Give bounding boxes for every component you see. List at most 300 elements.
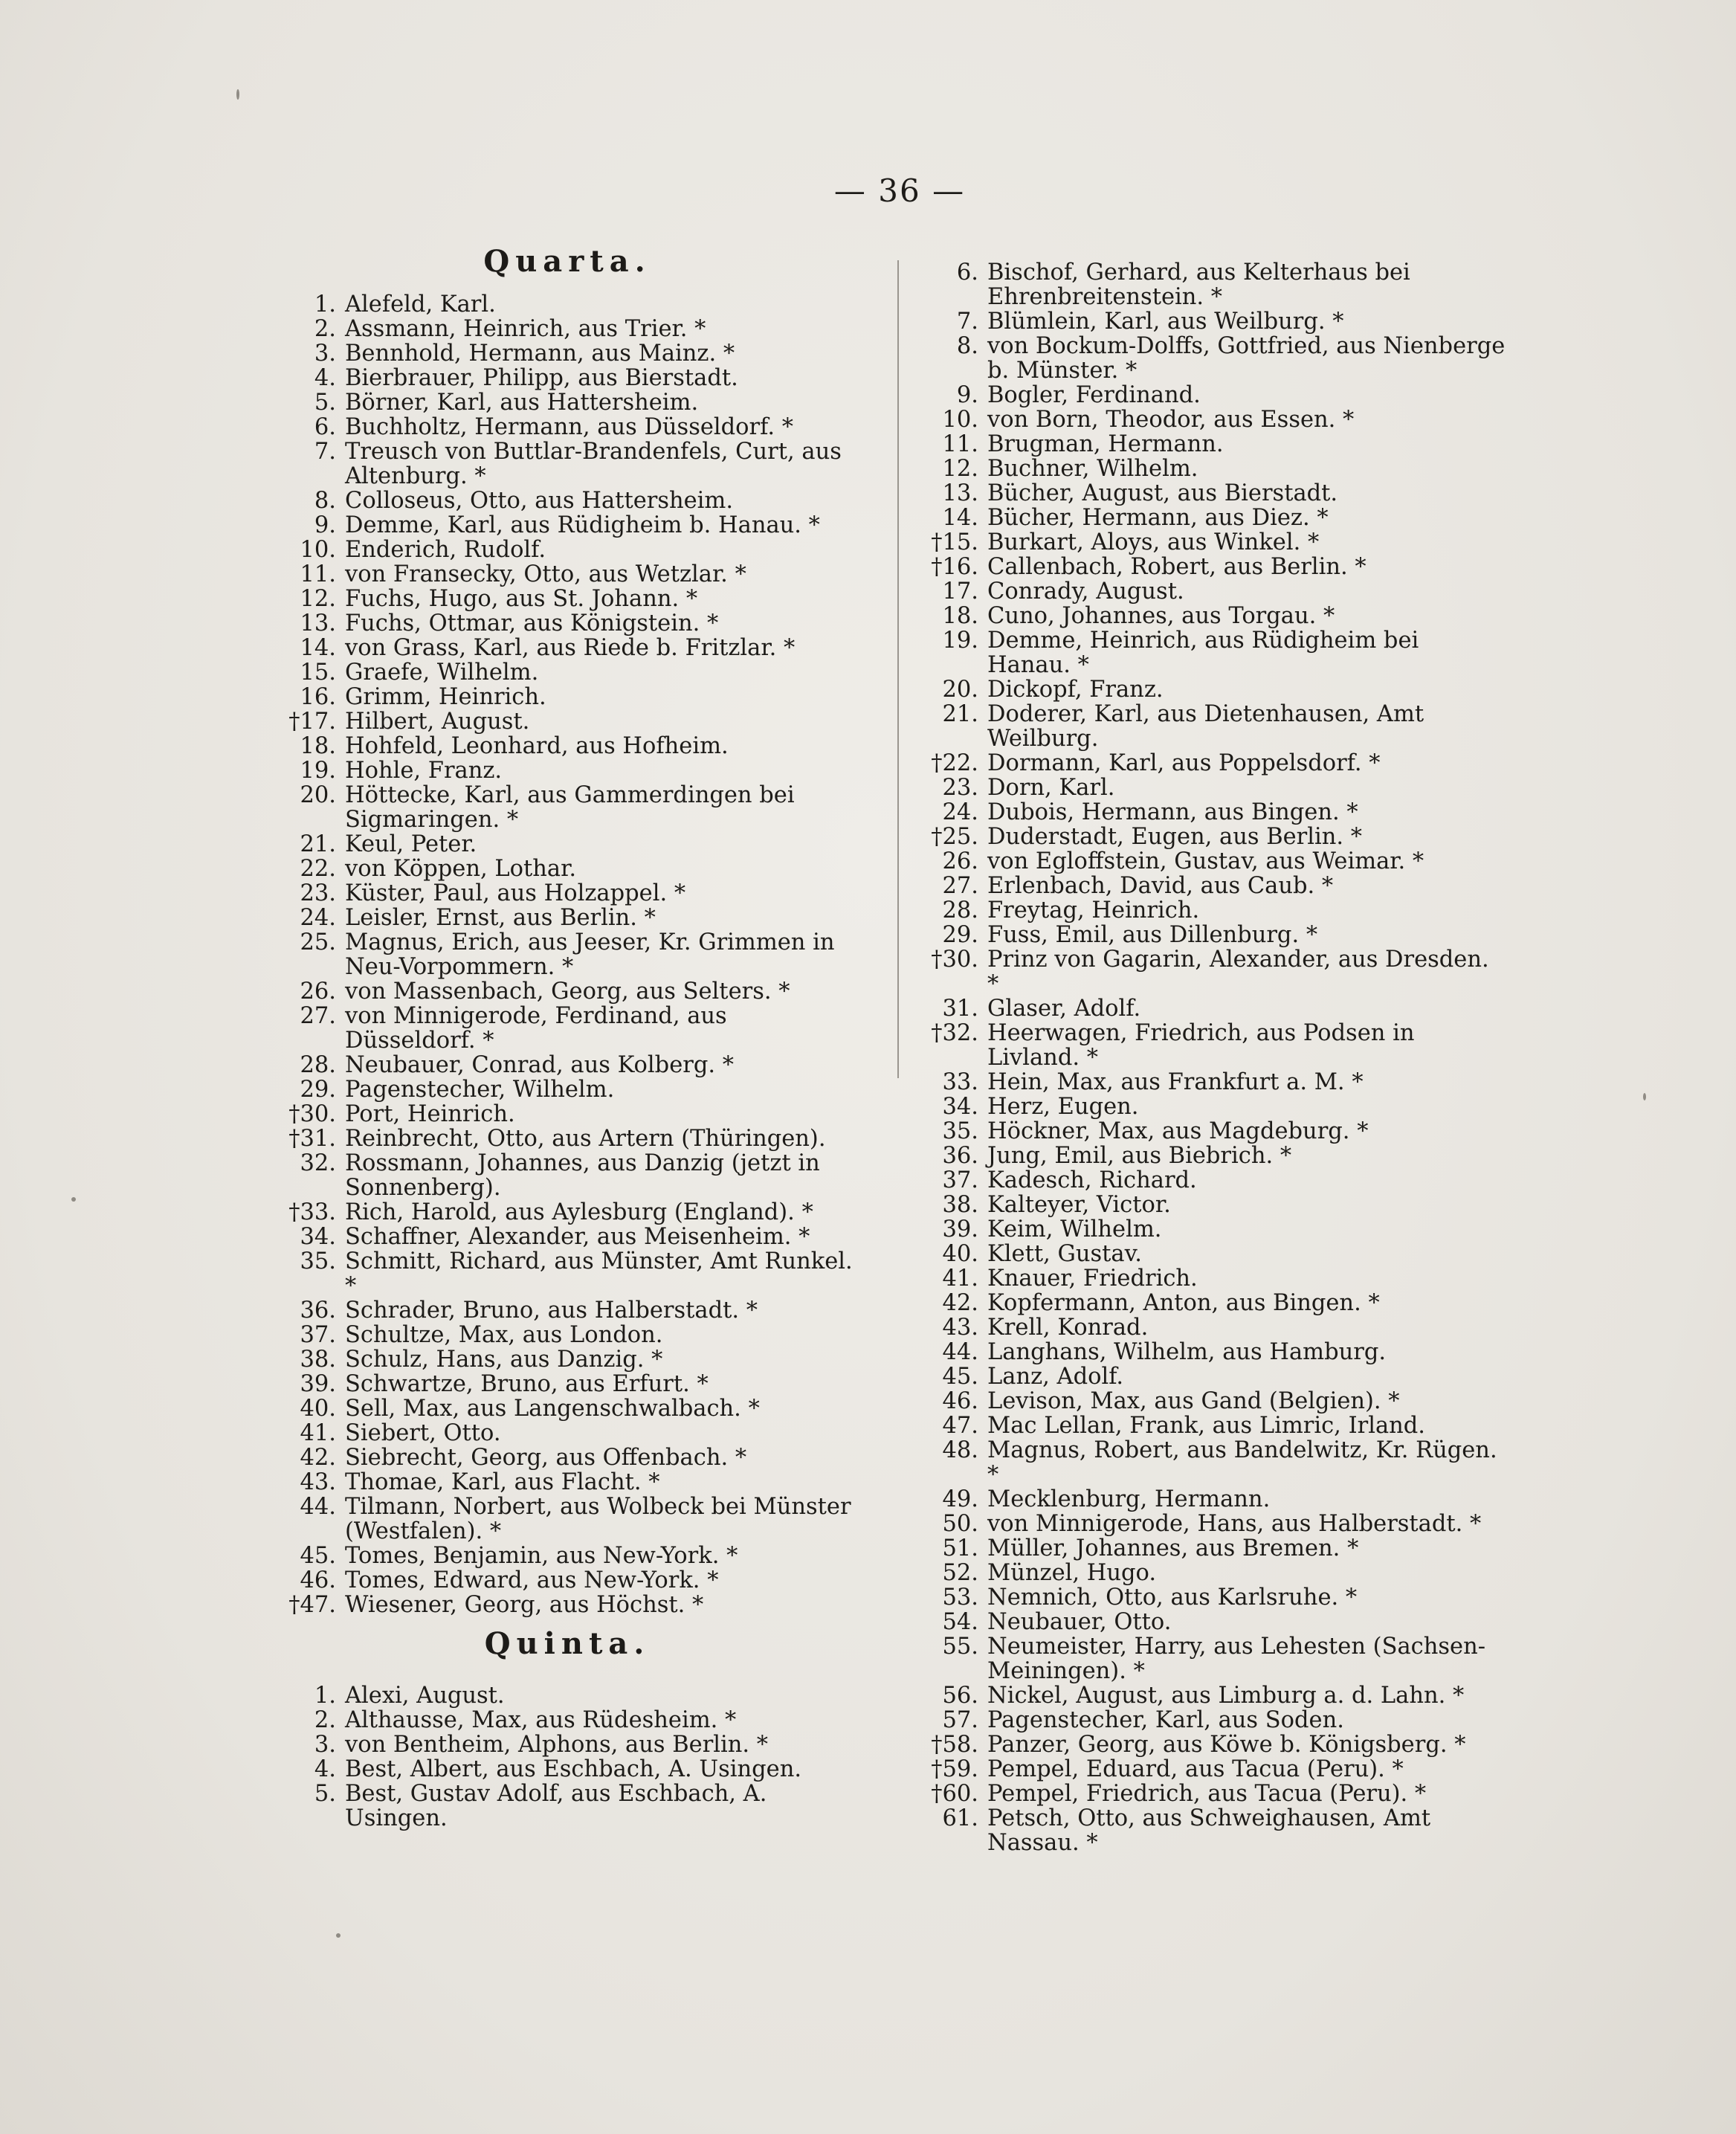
column-divider bbox=[897, 260, 899, 1078]
list-item bbox=[919, 1070, 1506, 1095]
list-item bbox=[281, 1077, 854, 1102]
entry-number: 10. bbox=[300, 537, 336, 563]
entry-text: Schrader, Bruno, aus Halberstadt. * bbox=[345, 1298, 758, 1324]
entry-number: 21. bbox=[942, 701, 978, 727]
entry-number: 4. bbox=[314, 1756, 336, 1782]
list-item bbox=[281, 979, 854, 1004]
entry-text: Neubauer, Conrad, aus Kolberg. * bbox=[345, 1052, 734, 1078]
entry-number: 13. bbox=[942, 480, 978, 506]
list-item bbox=[919, 1364, 1506, 1389]
entry-text: Demme, Heinrich, aus Rüdigheim bei Hanau. * bbox=[987, 628, 1419, 678]
entry-number: 21. bbox=[300, 831, 336, 857]
entry-text: Schulz, Hans, aus Danzig. * bbox=[345, 1347, 663, 1373]
entry-text: von Minnigerode, Ferdinand, aus Düsseldorf. * bbox=[345, 1003, 727, 1054]
entry-text: Knauer, Friedrich. bbox=[987, 1266, 1198, 1292]
list-item bbox=[919, 1782, 1506, 1806]
entry-text: Höckner, Max, aus Magdeburg. * bbox=[987, 1118, 1369, 1144]
entry-number: 46. bbox=[300, 1567, 336, 1593]
list-item bbox=[919, 898, 1506, 923]
list-item bbox=[919, 1389, 1506, 1413]
entry-text: Colloseus, Otto, aus Hattersheim. bbox=[345, 488, 734, 514]
entry-text: Rossmann, Johannes, aus Danzig (jetzt in Sonnenberg). bbox=[345, 1150, 820, 1201]
list-item bbox=[919, 628, 1506, 677]
entry-number: 44. bbox=[300, 1494, 336, 1520]
list-item bbox=[919, 530, 1506, 555]
list-item bbox=[919, 1193, 1506, 1217]
entry-number: 37. bbox=[300, 1322, 336, 1348]
entry-text: Bücher, Hermann, aus Diez. * bbox=[987, 505, 1329, 531]
entry-text: Hilbert, August. bbox=[345, 709, 530, 735]
entry-text: Kadesch, Richard. bbox=[987, 1167, 1197, 1193]
list-item bbox=[919, 1512, 1506, 1536]
list-item bbox=[281, 1298, 854, 1323]
list-item bbox=[919, 923, 1506, 947]
entry-number: 57. bbox=[942, 1707, 978, 1733]
entry-number: 44. bbox=[942, 1339, 978, 1365]
list-item bbox=[281, 1708, 854, 1732]
list-item bbox=[919, 825, 1506, 849]
entry-text: Grimm, Heinrich. bbox=[345, 684, 546, 710]
entry-number: 34. bbox=[300, 1224, 336, 1250]
quarta-list bbox=[281, 292, 854, 1617]
entry-number: 36. bbox=[942, 1143, 978, 1169]
entry-text: Thomae, Karl, aus Flacht. * bbox=[345, 1469, 660, 1495]
list-item bbox=[281, 685, 854, 709]
entry-number: 11. bbox=[942, 431, 978, 457]
entry-number: 26. bbox=[942, 848, 978, 874]
list-item bbox=[281, 1372, 854, 1396]
entry-text: Tomes, Edward, aus New-York. * bbox=[345, 1567, 719, 1593]
entry-number: 17. bbox=[942, 578, 978, 605]
list-item bbox=[919, 1242, 1506, 1266]
entry-number: †16. bbox=[931, 554, 978, 580]
entry-text: Krell, Konrad. bbox=[987, 1315, 1149, 1341]
entry-number: 12. bbox=[300, 586, 336, 612]
list-item bbox=[281, 930, 854, 979]
entry-text: Sell, Max, aus Langenschwalbach. * bbox=[345, 1396, 760, 1422]
paper-speck bbox=[1643, 1093, 1646, 1100]
list-item bbox=[919, 309, 1506, 334]
entry-text: Enderich, Rudolf. bbox=[345, 537, 546, 563]
entry-text: Mac Lellan, Frank, aus Limric, Irland. bbox=[987, 1413, 1426, 1439]
entry-text: Blümlein, Karl, aus Weilburg. * bbox=[987, 309, 1344, 335]
entry-text: Lanz, Adolf. bbox=[987, 1364, 1124, 1390]
entry-number: 33. bbox=[942, 1069, 978, 1095]
list-item bbox=[919, 849, 1506, 874]
entry-number: 29. bbox=[942, 922, 978, 948]
list-item bbox=[281, 1102, 854, 1126]
entry-text: Bücher, August, aus Bierstadt. bbox=[987, 480, 1338, 506]
entry-text: Schultze, Max, aus London. bbox=[345, 1322, 663, 1348]
list-item bbox=[281, 758, 854, 783]
list-item bbox=[919, 334, 1506, 383]
entry-number: 7. bbox=[956, 309, 978, 335]
entry-number: 37. bbox=[942, 1167, 978, 1193]
list-item bbox=[281, 1004, 854, 1053]
list-item bbox=[919, 1610, 1506, 1634]
entry-text: Dickopf, Franz. bbox=[987, 677, 1164, 703]
list-item bbox=[281, 341, 854, 366]
entry-number: 1. bbox=[314, 1683, 336, 1709]
entry-number: 49. bbox=[942, 1486, 978, 1512]
entry-number: 23. bbox=[300, 880, 336, 906]
paper-speck bbox=[236, 89, 239, 100]
entry-number: 38. bbox=[942, 1192, 978, 1218]
list-item bbox=[919, 1757, 1506, 1782]
entry-text: Wiesener, Georg, aus Höchst. * bbox=[345, 1592, 704, 1618]
entry-number: †60. bbox=[931, 1781, 978, 1807]
list-item bbox=[919, 947, 1506, 996]
entry-number: 28. bbox=[300, 1052, 336, 1078]
list-item bbox=[919, 776, 1506, 800]
list-item bbox=[919, 481, 1506, 506]
right-column bbox=[919, 260, 1506, 1855]
list-item bbox=[919, 1119, 1506, 1144]
entry-text: von Fransecky, Otto, aus Wetzlar. * bbox=[345, 561, 746, 587]
entry-number: 61. bbox=[942, 1805, 978, 1831]
list-item bbox=[281, 1053, 854, 1077]
entry-number: 40. bbox=[300, 1396, 336, 1422]
entry-number: †32. bbox=[931, 1020, 978, 1046]
list-item bbox=[281, 439, 854, 489]
list-item bbox=[919, 260, 1506, 309]
entry-text: Pempel, Friedrich, aus Tacua (Peru). * bbox=[987, 1781, 1427, 1807]
entry-number: 19. bbox=[300, 758, 336, 784]
entry-text: Schmitt, Richard, aus Münster, Amt Runkel. * bbox=[345, 1248, 853, 1299]
entry-number: †30. bbox=[288, 1101, 336, 1127]
quinta-heading: Quinta. bbox=[484, 1626, 651, 1661]
entry-text: Graefe, Wilhelm. bbox=[345, 660, 539, 686]
entry-number: 24. bbox=[942, 799, 978, 825]
list-item bbox=[919, 1340, 1506, 1364]
entry-text: Tilmann, Norbert, aus Wolbeck bei Münster (Westfalen). * bbox=[345, 1494, 851, 1544]
entry-number: 23. bbox=[942, 775, 978, 801]
list-item bbox=[919, 677, 1506, 702]
paper-speck bbox=[336, 1933, 341, 1938]
entry-number: 2. bbox=[314, 1707, 336, 1733]
entry-text: Nickel, August, aus Limburg a. d. Lahn. * bbox=[987, 1683, 1465, 1709]
entry-number: 32. bbox=[300, 1150, 336, 1176]
entry-text: von Bentheim, Alphons, aus Berlin. * bbox=[345, 1732, 769, 1758]
entry-number: 19. bbox=[942, 628, 978, 654]
list-item bbox=[919, 1291, 1506, 1315]
entry-text: von Minnigerode, Hans, aus Halberstadt. * bbox=[987, 1511, 1482, 1537]
entry-number: 15. bbox=[300, 660, 336, 686]
entry-text: Pempel, Eduard, aus Tacua (Peru). * bbox=[987, 1756, 1404, 1782]
entry-text: Neumeister, Harry, aus Lehesten (Sachsen-Meiningen). * bbox=[987, 1634, 1486, 1684]
entry-text: Pagenstecher, Karl, aus Soden. bbox=[987, 1707, 1344, 1733]
list-item bbox=[281, 1200, 854, 1225]
entry-number: 20. bbox=[300, 782, 336, 808]
list-item bbox=[281, 562, 854, 587]
list-item bbox=[281, 1495, 854, 1544]
entry-text: Müller, Johannes, aus Bremen. * bbox=[987, 1535, 1359, 1561]
entry-text: Nemnich, Otto, aus Karlsruhe. * bbox=[987, 1585, 1358, 1611]
entry-number: †33. bbox=[288, 1199, 336, 1225]
list-item bbox=[919, 555, 1506, 579]
list-item bbox=[281, 734, 854, 758]
list-item bbox=[281, 832, 854, 857]
list-item bbox=[919, 1536, 1506, 1561]
entry-number: 42. bbox=[300, 1445, 336, 1471]
list-item bbox=[919, 1315, 1506, 1340]
entry-number: 41. bbox=[942, 1266, 978, 1292]
list-item bbox=[919, 1487, 1506, 1512]
entry-text: Herz, Eugen. bbox=[987, 1094, 1139, 1120]
entry-text: Hohle, Franz. bbox=[345, 758, 503, 784]
entry-number: 6. bbox=[956, 260, 978, 286]
entry-text: Freytag, Heinrich. bbox=[987, 897, 1200, 923]
entry-number: †25. bbox=[931, 824, 978, 850]
entry-number: 18. bbox=[942, 603, 978, 629]
entry-number: 43. bbox=[300, 1469, 336, 1495]
entry-text: Best, Gustav Adolf, aus Eschbach, A. Usingen. bbox=[345, 1781, 767, 1831]
entry-text: Reinbrecht, Otto, aus Artern (Thüringen). bbox=[345, 1126, 826, 1152]
list-item bbox=[919, 1144, 1506, 1168]
entry-text: Hein, Max, aus Frankfurt a. M. * bbox=[987, 1069, 1364, 1095]
entry-text: Siebert, Otto. bbox=[345, 1420, 501, 1446]
entry-number: †47. bbox=[288, 1592, 336, 1618]
entry-number: 1. bbox=[314, 291, 336, 317]
entry-text: Treusch von Buttlar-Brandenfels, Curt, aus Altenburg. * bbox=[345, 439, 842, 489]
entry-number: 14. bbox=[942, 505, 978, 531]
entry-text: von Grass, Karl, aus Riede b. Fritzlar. * bbox=[345, 635, 796, 661]
entry-text: Conrady, August. bbox=[987, 578, 1184, 605]
list-item bbox=[281, 783, 854, 832]
entry-number: 55. bbox=[942, 1634, 978, 1660]
entry-number: 40. bbox=[942, 1241, 978, 1267]
entry-number: †15. bbox=[931, 529, 978, 555]
list-item bbox=[919, 383, 1506, 407]
entry-number: 7. bbox=[314, 439, 336, 465]
list-item bbox=[281, 1683, 854, 1708]
list-item bbox=[919, 996, 1506, 1021]
list-item bbox=[281, 1593, 854, 1617]
list-item bbox=[281, 1782, 854, 1831]
entry-text: Bischof, Gerhard, aus Kelterhaus bei Ehrenbreitenstein. * bbox=[987, 260, 1410, 310]
entry-number: †17. bbox=[288, 709, 336, 735]
entry-number: 56. bbox=[942, 1683, 978, 1709]
entry-text: Klett, Gustav. bbox=[987, 1241, 1142, 1267]
entry-text: Cuno, Johannes, aus Torgau. * bbox=[987, 603, 1335, 629]
entry-text: Glaser, Adolf. bbox=[987, 996, 1141, 1022]
list-item bbox=[919, 1266, 1506, 1291]
entry-text: Levison, Max, aus Gand (Belgien). * bbox=[987, 1388, 1400, 1414]
list-item bbox=[919, 1438, 1506, 1487]
entry-number: 50. bbox=[942, 1511, 978, 1537]
entry-text: Bogler, Ferdinand. bbox=[987, 382, 1201, 408]
entry-number: 45. bbox=[942, 1364, 978, 1390]
entry-number: 18. bbox=[300, 733, 336, 759]
entry-number: 25. bbox=[300, 929, 336, 955]
entry-number: 12. bbox=[942, 456, 978, 482]
quarta-heading: Quarta. bbox=[483, 244, 651, 279]
entry-text: Bierbrauer, Philipp, aus Bierstadt. bbox=[345, 365, 738, 391]
list-item bbox=[919, 1168, 1506, 1193]
entry-text: Kopfermann, Anton, aus Bingen. * bbox=[987, 1290, 1380, 1316]
entry-text: von Egloffstein, Gustav, aus Weimar. * bbox=[987, 848, 1424, 874]
entry-text: Prinz von Gagarin, Alexander, aus Dresden. * bbox=[987, 947, 1489, 997]
entry-number: 8. bbox=[956, 333, 978, 359]
list-item bbox=[281, 857, 854, 881]
entry-number: 35. bbox=[942, 1118, 978, 1144]
entry-text: Keim, Wilhelm. bbox=[987, 1216, 1162, 1242]
list-item bbox=[919, 579, 1506, 604]
entry-number: 51. bbox=[942, 1535, 978, 1561]
entry-text: Schwartze, Bruno, aus Erfurt. * bbox=[345, 1371, 709, 1397]
list-item bbox=[281, 1445, 854, 1470]
entry-number: 26. bbox=[300, 979, 336, 1005]
list-item bbox=[919, 1585, 1506, 1610]
list-item bbox=[281, 587, 854, 611]
entry-text: Hohfeld, Leonhard, aus Hofheim. bbox=[345, 733, 729, 759]
entry-number: 29. bbox=[300, 1077, 336, 1103]
list-item bbox=[281, 489, 854, 513]
entry-text: von Bockum-Dolffs, Gottfried, aus Nienberge b. Münster. * bbox=[987, 333, 1506, 384]
entry-text: Magnus, Erich, aus Jeeser, Kr. Grimmen in Neu-Vorpommern. * bbox=[345, 929, 835, 980]
list-item bbox=[281, 292, 854, 317]
entry-number: 5. bbox=[314, 1781, 336, 1807]
entry-number: 3. bbox=[314, 1732, 336, 1758]
list-item bbox=[281, 709, 854, 734]
entry-text: Buchholtz, Hermann, aus Düsseldorf. * bbox=[345, 414, 793, 440]
list-item bbox=[919, 604, 1506, 628]
list-item bbox=[919, 1708, 1506, 1732]
list-item bbox=[919, 751, 1506, 776]
entry-text: Bennhold, Hermann, aus Mainz. * bbox=[345, 341, 735, 367]
entry-number: 42. bbox=[942, 1290, 978, 1316]
entry-number: 20. bbox=[942, 677, 978, 703]
list-item bbox=[919, 506, 1506, 530]
entry-number: 27. bbox=[942, 873, 978, 899]
list-item bbox=[281, 538, 854, 562]
entry-text: Doderer, Karl, aus Dietenhausen, Amt Weilburg. bbox=[987, 701, 1424, 752]
list-item bbox=[919, 1413, 1506, 1438]
entry-number: 11. bbox=[300, 561, 336, 587]
entry-number: 45. bbox=[300, 1543, 336, 1569]
list-item bbox=[281, 1470, 854, 1495]
quinta-list-right bbox=[919, 260, 1506, 1855]
entry-text: Panzer, Georg, aus Köwe b. Königsberg. * bbox=[987, 1732, 1466, 1758]
entry-text: Dubois, Hermann, aus Bingen. * bbox=[987, 799, 1358, 825]
list-item bbox=[281, 881, 854, 906]
list-item bbox=[281, 1151, 854, 1200]
entry-number: 13. bbox=[300, 610, 336, 636]
entry-number: 2. bbox=[314, 316, 336, 342]
entry-text: Althausse, Max, aus Rüdesheim. * bbox=[345, 1707, 737, 1733]
list-item bbox=[919, 1683, 1506, 1708]
entry-text: Magnus, Robert, aus Bandelwitz, Kr. Rügen. * bbox=[987, 1437, 1497, 1488]
entry-number: 24. bbox=[300, 905, 336, 931]
entry-text: Langhans, Wilhelm, aus Hamburg. bbox=[987, 1339, 1387, 1365]
entry-number: 28. bbox=[942, 897, 978, 923]
list-item bbox=[919, 800, 1506, 825]
list-item bbox=[281, 366, 854, 390]
entry-text: Rich, Harold, aus Aylesburg (England). * bbox=[345, 1199, 813, 1225]
entry-number: 9. bbox=[314, 512, 336, 538]
list-item bbox=[919, 1095, 1506, 1119]
entry-text: Fuchs, Ottmar, aus Königstein. * bbox=[345, 610, 719, 636]
entry-text: Küster, Paul, aus Holzappel. * bbox=[345, 880, 686, 906]
list-item bbox=[281, 1421, 854, 1445]
entry-text: Fuchs, Hugo, aus St. Johann. * bbox=[345, 586, 698, 612]
entry-number: 4. bbox=[314, 365, 336, 391]
list-item bbox=[919, 1634, 1506, 1683]
list-item bbox=[281, 1732, 854, 1757]
list-item bbox=[281, 513, 854, 538]
entry-text: Leisler, Ernst, aus Berlin. * bbox=[345, 905, 656, 931]
paper-speck bbox=[71, 1197, 76, 1202]
entry-number: 8. bbox=[314, 488, 336, 514]
entry-number: 35. bbox=[300, 1248, 336, 1274]
list-item bbox=[281, 390, 854, 415]
list-item bbox=[919, 1806, 1506, 1855]
list-item bbox=[281, 611, 854, 636]
entry-text: Pagenstecher, Wilhelm. bbox=[345, 1077, 615, 1103]
list-item bbox=[281, 1544, 854, 1568]
list-item bbox=[281, 1225, 854, 1249]
entry-number: †58. bbox=[931, 1732, 978, 1758]
entry-number: 54. bbox=[942, 1609, 978, 1635]
entry-text: Kalteyer, Victor. bbox=[987, 1192, 1171, 1218]
entry-number: 34. bbox=[942, 1094, 978, 1120]
entry-text: Börner, Karl, aus Hattersheim. bbox=[345, 390, 699, 416]
entry-text: Brugman, Hermann. bbox=[987, 431, 1224, 457]
entry-number: †30. bbox=[931, 947, 978, 973]
list-item bbox=[281, 415, 854, 439]
entry-text: Neubauer, Otto. bbox=[987, 1609, 1172, 1635]
list-item bbox=[281, 1126, 854, 1151]
entry-number: 38. bbox=[300, 1347, 336, 1373]
list-item bbox=[281, 1347, 854, 1372]
entry-text: von Massenbach, Georg, aus Selters. * bbox=[345, 979, 790, 1005]
entry-text: Erlenbach, David, aus Caub. * bbox=[987, 873, 1334, 899]
entry-number: 39. bbox=[942, 1216, 978, 1242]
list-item bbox=[281, 906, 854, 930]
list-item bbox=[281, 636, 854, 660]
entry-text: Münzel, Hugo. bbox=[987, 1560, 1157, 1586]
entry-text: Mecklenburg, Hermann. bbox=[987, 1486, 1271, 1512]
entry-number: †59. bbox=[931, 1756, 978, 1782]
list-item bbox=[281, 660, 854, 685]
list-item bbox=[919, 1021, 1506, 1070]
entry-text: Dorn, Karl. bbox=[987, 775, 1115, 801]
entry-text: Alexi, August. bbox=[345, 1683, 505, 1709]
list-item bbox=[919, 1561, 1506, 1585]
entry-number: 46. bbox=[942, 1388, 978, 1414]
entry-number: 27. bbox=[300, 1003, 336, 1029]
entry-text: Callenbach, Robert, aus Berlin. * bbox=[987, 554, 1366, 580]
entry-text: Höttecke, Karl, aus Gammerdingen bei Sigmaringen. * bbox=[345, 782, 795, 833]
list-item bbox=[281, 1323, 854, 1347]
entry-text: Burkart, Aloys, aus Winkel. * bbox=[987, 529, 1320, 555]
list-item bbox=[919, 457, 1506, 481]
entry-number: 36. bbox=[300, 1298, 336, 1324]
list-item bbox=[281, 1396, 854, 1421]
entry-number: 53. bbox=[942, 1585, 978, 1611]
list-item bbox=[281, 317, 854, 341]
entry-text: Assmann, Heinrich, aus Trier. * bbox=[345, 316, 706, 342]
page-number: — 36 — bbox=[833, 173, 966, 209]
list-item bbox=[281, 1757, 854, 1782]
entry-number: 16. bbox=[300, 684, 336, 710]
quinta-list-left bbox=[281, 1683, 854, 1831]
entry-number: †31. bbox=[288, 1126, 336, 1152]
left-column bbox=[281, 239, 854, 1831]
entry-number: 3. bbox=[314, 341, 336, 367]
entry-number: †22. bbox=[931, 750, 978, 776]
entry-number: 31. bbox=[942, 996, 978, 1022]
